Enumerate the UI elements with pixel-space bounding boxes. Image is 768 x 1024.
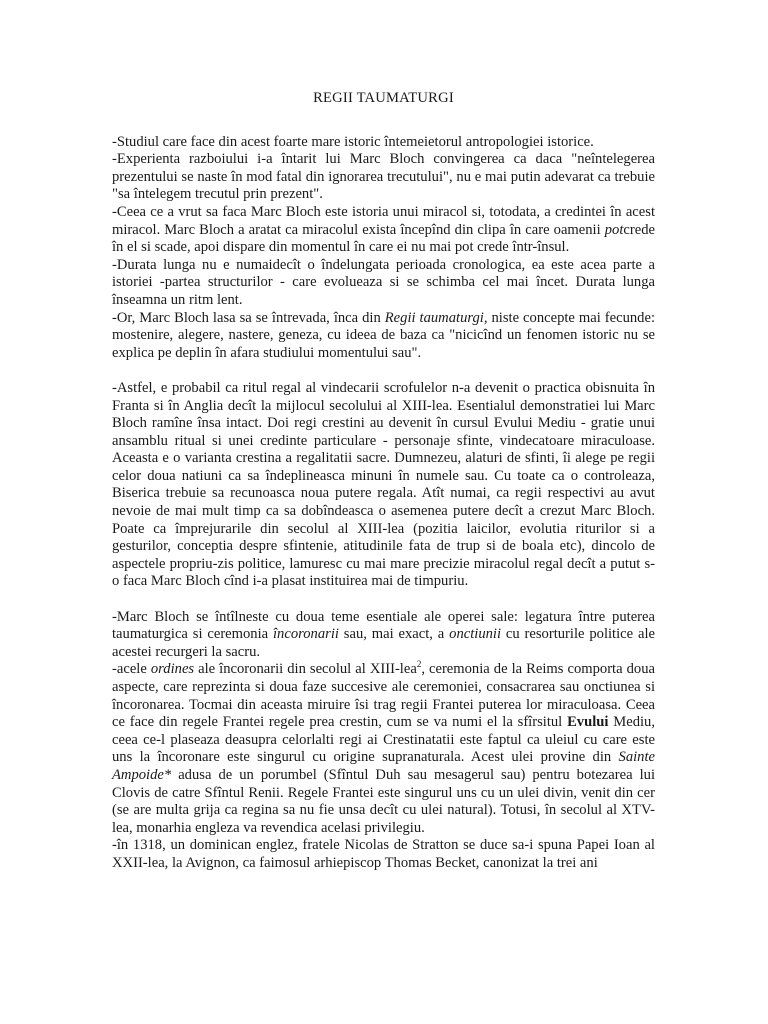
italic-text: ordines — [150, 661, 195, 678]
paragraph: -Durata lunga nu e numaidecît o îndelungata perioada cronologica, ea este acea parte a istoriei -partea structurilor - care evolueaza si se schimba cel mai încet. Durata lunga înseamna un ritm lent. — [112, 256, 655, 308]
text: -Ceea ce a vrut sa faca Marc Bloch este istoria unui miracol si, totodata, a credintei în acest miracol. Marc Bloch a aratat ca miracolul exista începînd din clipa în care oamenii — [112, 203, 655, 238]
italic-text: Sainte Ampoide* — [112, 749, 655, 783]
paragraph — [112, 310, 655, 363]
italic-text: pot — [604, 221, 624, 238]
italic-text: Regii taumaturgi, — [384, 309, 488, 326]
text: -Or, Marc Bloch lasa sa se întrevada, înca din — [112, 309, 385, 326]
paragraph — [112, 204, 655, 257]
text: adusa de un porumbel (Sfîntul Duh sau mesagerul sau) pentru botezarea lui Clovis de catre Sfîntul Renii. Regele Frantei este singurul uns cu un ulei divin, venit din cer (se are multa grija ca regina sa nu fie unsa decît cu ulei natural). Totusi, în secolul al XTV-lea, monarhia engleza va revendica acelasi privilegiu. — [112, 766, 655, 836]
text: -Marc Bloch se întîlneste cu doua teme esentiale ale operei sale: legatura între puterea taumaturgica si ceremonia — [112, 608, 655, 643]
text: niste concepte mai fecunde: mostenire, alegere, nastere, geneza, cu ideea de baza ca "nicicînd un fenomen istoric nu se explica pe deplin în afara studiului momentului sau". — [112, 309, 655, 361]
paragraph — [112, 661, 655, 837]
italic-text: încoronarii — [273, 626, 339, 643]
paragraph-gap — [112, 591, 655, 609]
text: ale încoronarii din secolul al XIII-lea — [194, 661, 417, 678]
text: crede în el si scade, apoi dispare din momentul în care ei nu mai pot crede într-însul. — [112, 221, 655, 256]
paragraph: -Astfel, e probabil ca ritul regal al vindecarii scrofulelor n-a devenit o practica obisnuita în Franta si în Anglia decît la mijlocul secolului al XIII-lea. Esentialul demonstratiei lui Marc Bloch ramîne însa intact. Doi regi crestini au devenit în cursul Evului Mediu - gratie unui ansamblu ritual si unei credinte particulare - personaje sfinte, vindecatoare miraculoase. Aceasta e o varianta crestina a regalitatii sacre. Dumnezeu, alaturi de sfinti, îi alege pe regii celor doua natiuni ca sa îndeplineasca minuni în numele sau. Cu toate ca o controleaza, Biserica trebuie sa recunoasca noua putere regala. Atît numai, ca regii respectivi au avut nevoie de mai mult timp ca sa dobîndeasca o asemenea putere decît a crezut Marc Bloch. Poate ca împrejurarile din secolul al XIII-lea (pozitia laicilor, evolutia riturilor si a gesturilor, conceptia despre sfintenie, atitudinile fata de trup si de boala etc), dincolo de aspectele propriu-zis politice, lamuresc cu mai mare precizie miracolul regal decît a putut s-o faca Marc Bloch cînd i-a plasat instituirea mai de timpuriu. — [112, 379, 655, 590]
text: sau, mai exact, a — [338, 626, 450, 643]
paragraph: -Experienta razboiului i-a întarit lui Marc Bloch convingerea ca daca "neîntelegerea prezentului se naste în mod fatal din ignorarea trecutului", nu e mai putin adevarat ca trebuie "sa întelegem trecutul prin prezent". — [112, 151, 655, 203]
paragraph-gap — [112, 362, 655, 380]
document-title: REGII TAUMATURGI — [313, 90, 454, 106]
paragraph: -Studiul care face din acest foarte mare istoric întemeietorul antropologiei istorice. — [112, 133, 594, 150]
text: cu resorturile politice ale acestei recurgeri la sacru. — [112, 626, 655, 660]
text: Mediu, ceea ce-l plaseaza deasupra celorlalti regi ai Crestinatatii este faptul ca uleiul cu care este uns la încoronare este singurul cu origine supranaturala. Acest ulei provine din — [112, 714, 655, 766]
text: , ceremonia de la Reims comporta doua aspecte, care reprezinta si doua faze succesive ale ceremoniei, consacrarea sau onctiunea si încoronarea. Tocmai din aceasta miruire îsi trag regii Frantei puterea lor miraculoasa. Ceea ce face din regele Frantei regele prea crestin, cum se va numi el la sfîrsitul — [112, 661, 655, 731]
bold-text: Evului — [567, 714, 609, 731]
paragraph: -în 1318, un dominican englez, fratele Nicolas de Stratton se duce sa-i spuna Papei Ioan al XXII-lea, la Avignon, ca faimosul arhiepiscop Thomas Becket, canonizat la trei ani — [112, 837, 655, 871]
document-page — [112, 84, 655, 873]
paragraph — [112, 609, 655, 662]
italic-text: onctiunii — [449, 626, 502, 643]
footnote-marker: 2 — [416, 659, 422, 670]
text: -acele — [112, 661, 151, 678]
